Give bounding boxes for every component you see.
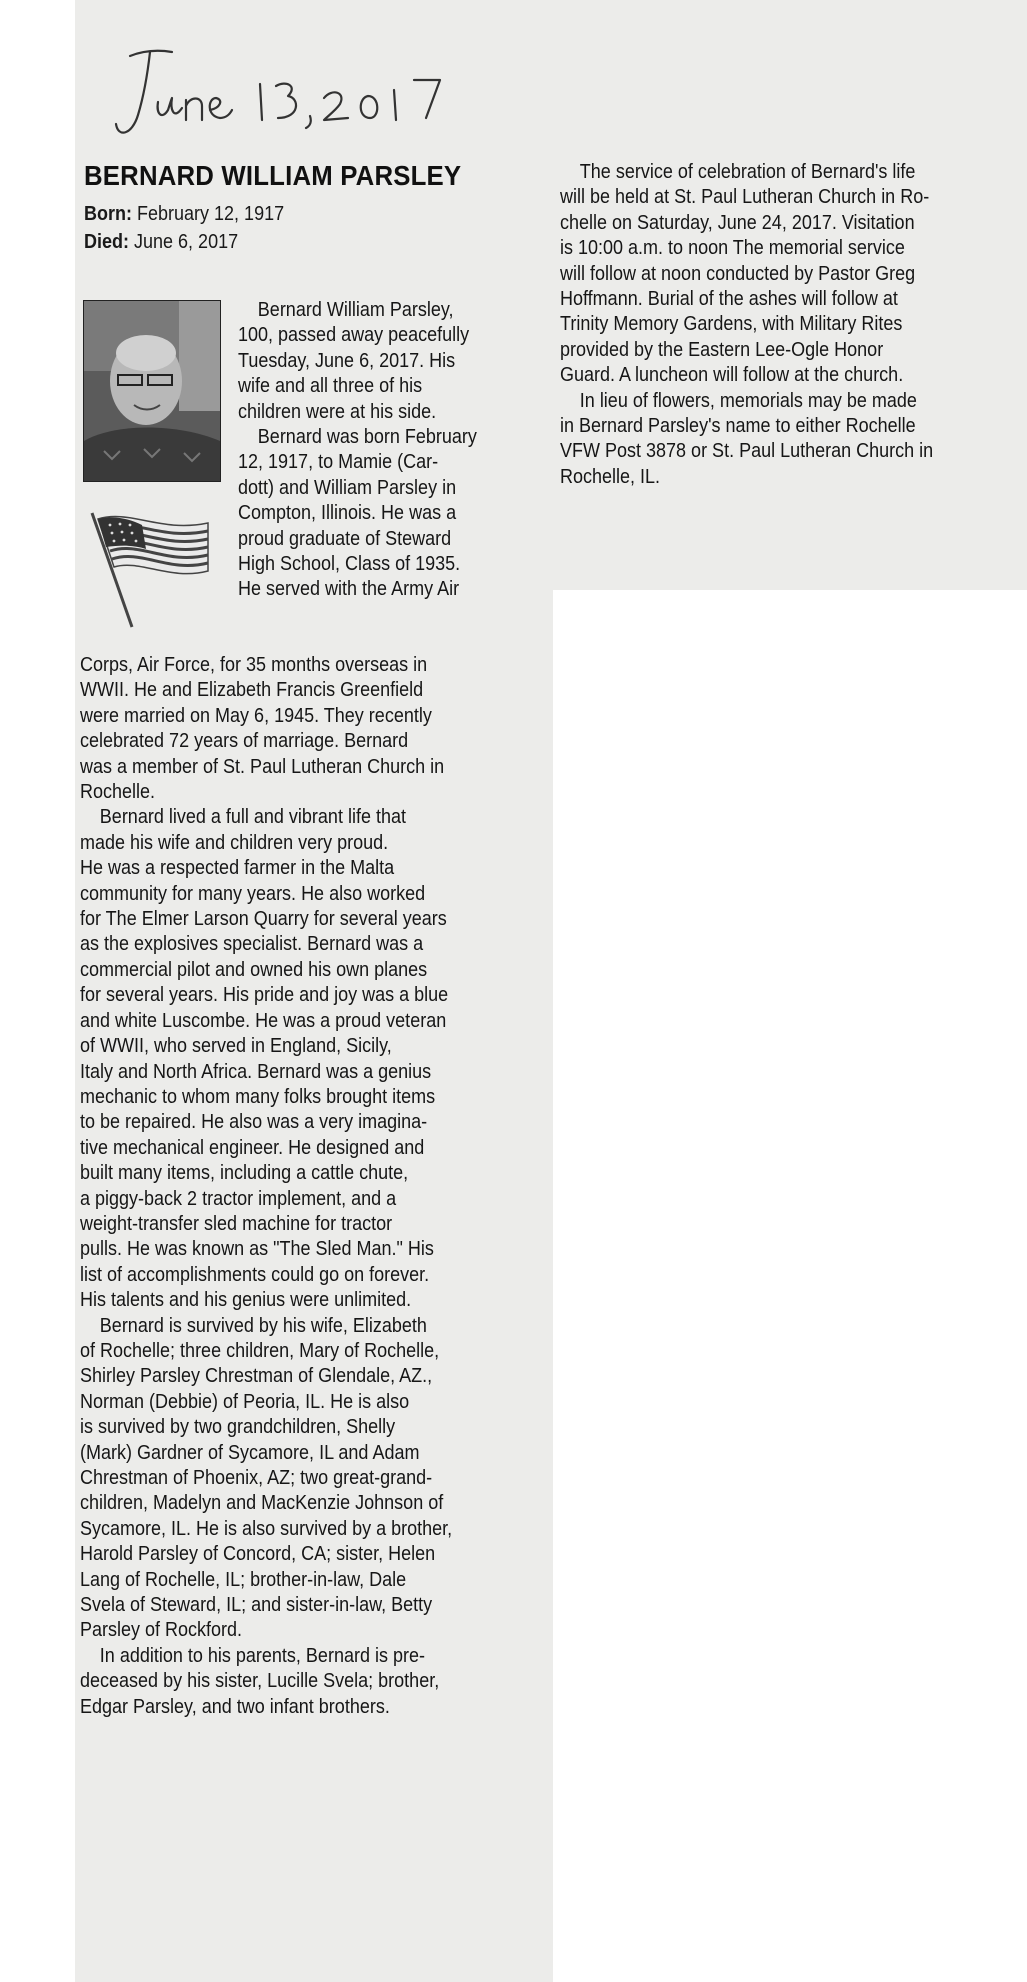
text-line: Rochelle, IL. <box>560 465 661 488</box>
text-line: made his wife and children very proud. <box>80 831 389 854</box>
text-line: provided by the Eastern Lee-Ogle Honor <box>560 338 884 361</box>
text-line: In addition to his parents, Bernard is pre- <box>99 1644 425 1667</box>
obituary-service-text <box>560 160 933 490</box>
obituary-name-headline: BERNARD WILLIAM PARSLEY <box>84 160 462 191</box>
text-line: Lang of Rochelle, IL; brother-in-law, Dale <box>80 1568 407 1591</box>
text-line: Norman (Debbie) of Peoria, IL. He is also <box>80 1390 410 1413</box>
text-line: (Mark) Gardner of Sycamore, IL and Adam <box>80 1441 420 1464</box>
text-line: deceased by his sister, Lucille Svela; brother, <box>80 1670 440 1693</box>
text-line: Compton, Illinois. He was a <box>238 502 457 525</box>
text-line: He served with the Army Air <box>238 578 460 601</box>
text-line: Sycamore, IL. He is also survived by a brother, <box>80 1517 453 1540</box>
american-flag-icon <box>80 505 215 635</box>
text-line: children, Madelyn and MacKenzie Johnson of <box>80 1492 444 1515</box>
text-line: of Rochelle; three children, Mary of Rochelle, <box>80 1339 440 1362</box>
text-line: VFW Post 3878 or St. Paul Lutheran Church in <box>560 440 934 463</box>
text-line: The service of celebration of Bernard's life <box>579 161 916 183</box>
text-line: chelle on Saturday, June 24, 2017. Visitation <box>560 211 915 234</box>
text-line: His talents and his genius were unlimited. <box>80 1289 412 1312</box>
text-line: Shirley Parsley Chrestman of Glendale, AZ., <box>80 1365 433 1388</box>
handwritten-date-drawing <box>110 40 510 150</box>
text-line: In lieu of flowers, memorials may be made <box>579 389 917 412</box>
text-line: dott) and William Parsley in <box>238 476 457 499</box>
handwritten-date <box>110 40 510 150</box>
text-line: weight-transfer sled machine for tractor <box>80 1212 393 1235</box>
text-line: tive mechanical engineer. He designed and <box>80 1136 425 1159</box>
text-line: Hoffmann. Burial of the ashes will follow at <box>560 288 898 311</box>
text-line: Bernard was born February <box>257 426 477 449</box>
born-label: Born: <box>84 203 132 225</box>
text-line: of WWII, who served in England, Sicily, <box>80 1035 392 1058</box>
text-line: Parsley of Rockford. <box>80 1619 243 1642</box>
obituary-intro-text <box>238 298 477 603</box>
text-line: a piggy-back 2 tractor implement, and a <box>80 1187 397 1210</box>
text-line: Trinity Memory Gardens, with Military Rites <box>560 313 903 336</box>
text-line: and white Luscombe. He was a proud veteran <box>80 1009 447 1032</box>
text-line: pulls. He was known as "The Sled Man." His <box>80 1238 434 1261</box>
text-line: Guard. A luncheon will follow at the church. <box>560 364 904 387</box>
text-line: will follow at noon conducted by Pastor Greg <box>560 262 916 285</box>
text-line: in Bernard Parsley's name to either Rochelle <box>560 415 916 438</box>
text-line: proud graduate of Steward <box>238 527 452 550</box>
born-line <box>84 203 284 226</box>
text-line: celebrated 72 years of marriage. Bernard <box>80 730 409 753</box>
text-line: Bernard is survived by his wife, Elizabeth <box>99 1314 427 1337</box>
text-line: for several years. His pride and joy was a blue <box>80 984 449 1007</box>
text-line: to be repaired. He also was a very imagina- <box>80 1111 428 1134</box>
text-line: is 10:00 a.m. to noon The memorial service <box>560 237 905 260</box>
text-line: mechanic to whom many folks brought items <box>80 1085 436 1108</box>
text-line: Svela of Steward, IL; and sister-in-law, Betty <box>80 1594 433 1617</box>
text-line: is survived by two grandchildren, Shelly <box>80 1416 396 1439</box>
text-line: Chrestman of Phoenix, AZ; two great-grand- <box>80 1467 433 1489</box>
text-line: Tuesday, June 6, 2017. His <box>238 349 456 372</box>
text-line: list of accomplishments could go on forever. <box>80 1263 430 1286</box>
text-line: Edgar Parsley, and two infant brothers. <box>80 1695 390 1718</box>
text-line: built many items, including a cattle chute, <box>80 1162 409 1185</box>
text-line: were married on May 6, 1945. They recently <box>80 704 432 727</box>
text-line: He was a respected farmer in the Malta <box>80 857 395 880</box>
text-line: Harold Parsley of Concord, CA; sister, Helen <box>80 1543 436 1566</box>
died-label: Died: <box>84 231 129 253</box>
text-line: community for many years. He also worked <box>80 882 426 905</box>
text-line: commercial pilot and owned his own planes <box>80 958 428 981</box>
text-line: 12, 1917, to Mamie (Car- <box>238 451 439 474</box>
born-value: February 12, 1917 <box>137 203 285 225</box>
text-line: for The Elmer Larson Quarry for several years <box>80 908 447 931</box>
text-line: WWII. He and Elizabeth Francis Greenfield <box>80 679 424 702</box>
text-line: Italy and North Africa. Bernard was a genius <box>80 1060 432 1083</box>
text-line: Corps, Air Force, for 35 months overseas in <box>80 654 428 676</box>
text-line: Bernard William Parsley, <box>257 299 454 321</box>
died-line <box>84 231 238 254</box>
text-line: High School, Class of 1935. <box>238 553 461 576</box>
text-line: Rochelle. <box>80 781 156 804</box>
text-line: wife and all three of his <box>238 375 423 398</box>
text-line: will be held at St. Paul Lutheran Church in Ro- <box>560 186 930 209</box>
text-line: Bernard lived a full and vibrant life that <box>99 806 406 829</box>
text-line: 100, passed away peacefully <box>238 324 470 347</box>
text-line: was a member of St. Paul Lutheran Church in <box>80 755 445 778</box>
portrait-photo <box>83 300 221 482</box>
text-line: children were at his side. <box>238 400 437 423</box>
died-value: June 6, 2017 <box>134 231 239 253</box>
obituary-body-text <box>80 653 452 1720</box>
text-line: as the explosives specialist. Bernard was a <box>80 933 424 956</box>
